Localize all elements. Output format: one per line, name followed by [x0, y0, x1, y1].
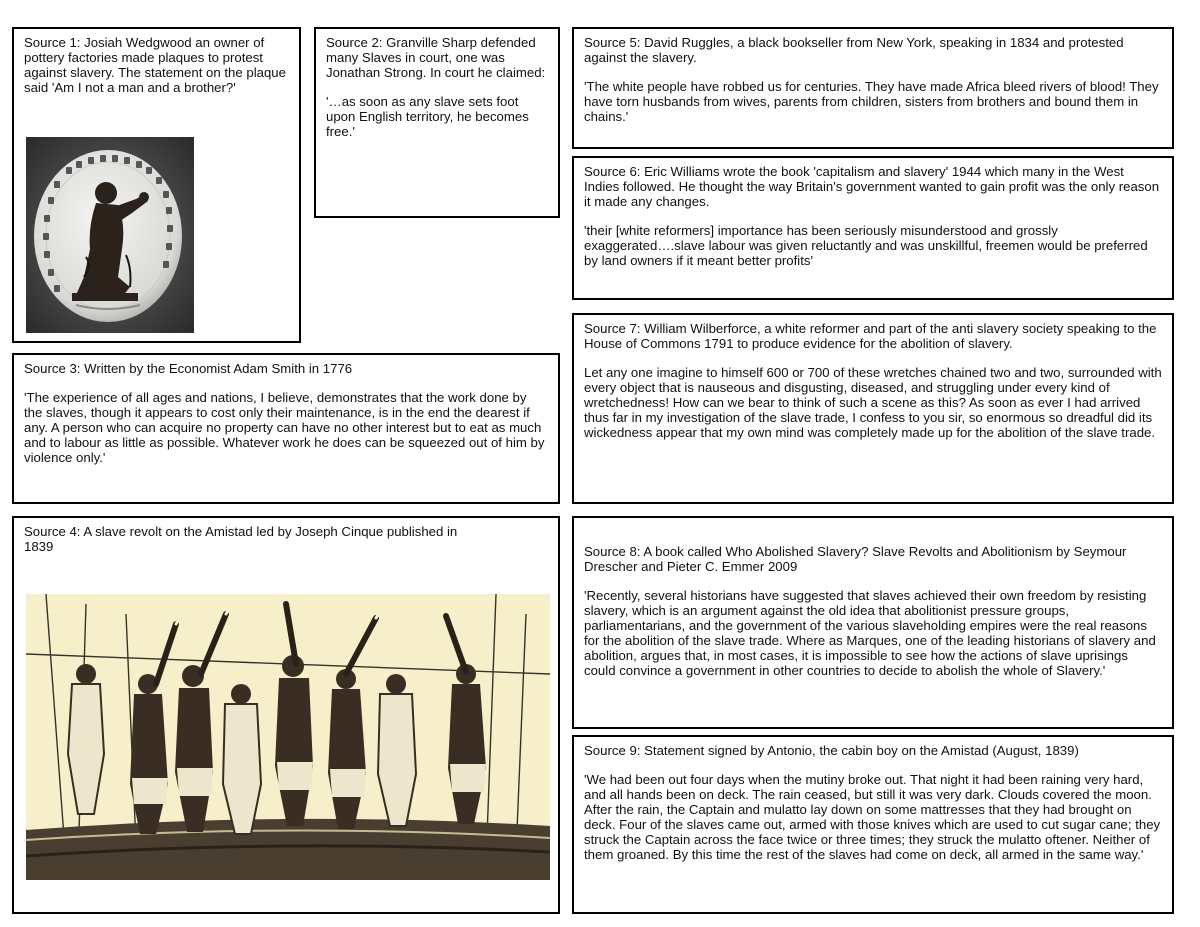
source-5-quote: 'The white people have robbed us for centuries. They have made Africa bleed rivers of blood! They have torn husbands from wives, parents from children, sisters from brothers and bound them in chains.' — [584, 79, 1159, 124]
source-8-quote: 'Recently, several historians have suggested that slaves achieved their own freedom by resisting slavery, which is an argument against the old idea that abolitionist pressure groups, parliamentarians, and the government of the various slaveholding empires were the real reasons for the abolition of the slave trade. Where as Marques, one of the leading historians of slavery and abolition, argues that, in most cases, it is impossible to see how the actions of slave uprisings could convince a government in other countries to decide to abolish the whole of Slavery.' — [584, 588, 1156, 678]
source-3-quote: 'The experience of all ages and nations, I believe, demonstrates that the work done by the slaves, though it appears to cost only their maintenance, is in the end the dearest if any. A person who can acquire no property can have no other interest but to eat as much and to labour as little as possible. Whatever work he does can be squeezed out of him by violence only.' — [24, 390, 545, 465]
source-9-intro: Source 9: Statement signed by Antonio, the cabin boy on the Amistad (August, 1839) — [584, 743, 1079, 758]
amistad-revolt-engraving-icon — [26, 594, 550, 880]
kneeling-enslaved-man-cameo-icon — [26, 137, 194, 333]
source-6-intro: Source 6: Eric Williams wrote the book 'capitalism and slavery' 1944 which many in the West Indies followed. He thought the way Britain's government wanted to gain profit was the only reason it made any changes. — [584, 164, 1160, 209]
source-8-card — [572, 516, 1174, 729]
source-2-quote: '…as soon as any slave sets foot upon English territory, he becomes free.' — [326, 94, 529, 139]
source-3-card — [12, 353, 560, 504]
source-2-card — [314, 27, 560, 218]
source-4-text: Source 4: A slave revolt on the Amistad led by Joseph Cinque published in 1839 — [24, 524, 458, 554]
source-2-intro: Source 2: Granville Sharp defended many Slaves in court, one was Jonathan Strong. In court he claimed: — [326, 35, 546, 80]
source-3-intro: Source 3: Written by the Economist Adam Smith in 1776 — [24, 361, 353, 376]
source-7-intro: Source 7: William Wilberforce, a white reformer and part of the anti slavery society speaking to the House of Commons 1791 to produce evidence for the abolition of slavery. — [584, 321, 1157, 351]
source-5-card — [572, 27, 1174, 149]
source-7-quote: Let any one imagine to himself 600 or 700 of these wretches chained two and two, surrounded with every object that is nauseous and disgusting, diseased, and struggling under every kind of wretchedness! How can we bear to think of such a scene as this? As soon as ever I had arrived thus far in my investigation of the slave trade, I confess to you sir, so enormous so dreadful did its wickedness appear that my own mind was completely made up for the abolition of the slave trade. — [584, 365, 1162, 440]
source-4-card — [12, 516, 560, 914]
source-1-card — [12, 27, 301, 343]
source-1-text: Source 1: Josiah Wedgwood an owner of pottery factories made plaques to protest against slavery. The statement on the plaque said 'Am I not a man and a brother?' — [24, 35, 286, 95]
source-5-intro: Source 5: David Ruggles, a black bookseller from New York, speaking in 1834 and protested against the slavery. — [584, 35, 1124, 65]
source-9-card — [572, 735, 1174, 914]
source-8-intro: Source 8: A book called Who Abolished Slavery? Slave Revolts and Abolitionism by Seymour Drescher and Pieter C. Emmer 2009 — [584, 544, 1127, 574]
source-9-quote: 'We had been out four days when the mutiny broke out. That night it had been raining very hard, and all hands been on deck. The rain ceased, but still it was very dark. Clouds covered the moon. After the rain, the Captain and mulatto lay down on some mattresses that they had brought on deck. Four of the slaves came out, armed with those knives which are used to cut sugar cane; they struck the Captain across the face twice or three times; they struck the mulatto oftener. Neither of them groaned. By this time the rest of the slaves had come on deck, all armed in the same way.' — [584, 772, 1161, 862]
source-6-quote: 'their [white reformers] importance has been seriously misunderstood and grossly exaggerated….slave labour was given reluctantly and was unskillful, freemen would be preferred by land owners if it meant better profits' — [584, 223, 1148, 268]
source-6-card — [572, 156, 1174, 300]
source-7-card — [572, 313, 1174, 504]
